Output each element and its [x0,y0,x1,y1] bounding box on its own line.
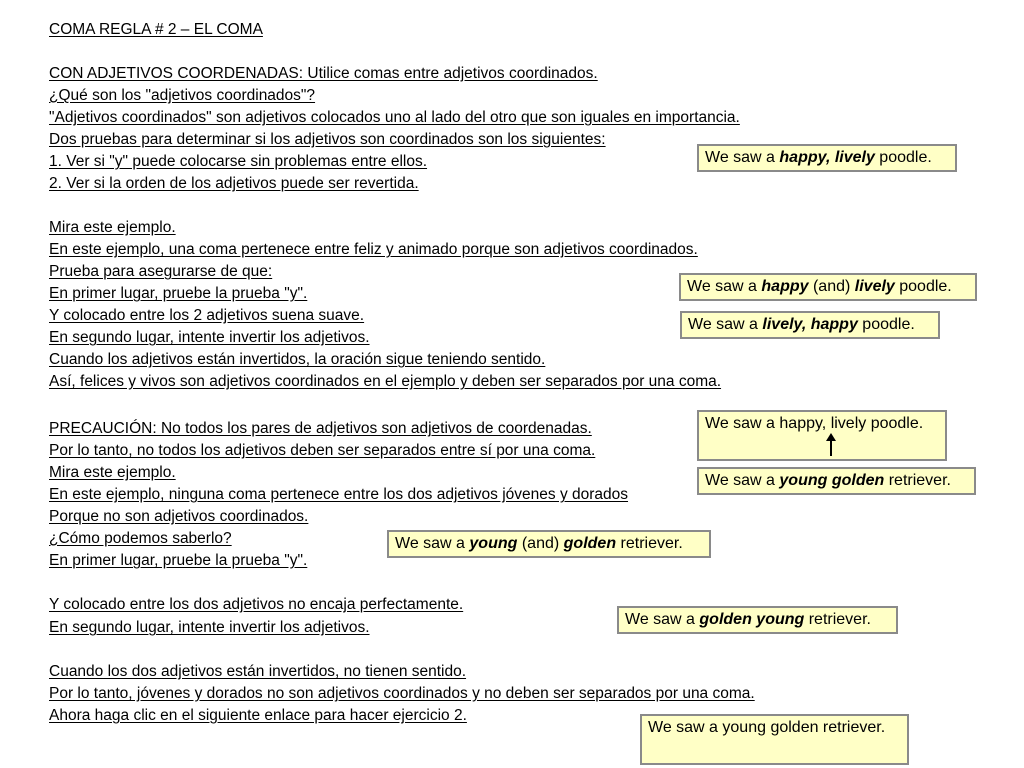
text-line: Dos pruebas para determinar si los adjetivos son coordinados son los siguientes: [49,131,606,148]
text-line: 1. Ver si "y" puede colocarse sin problemas entre ellos. [49,153,428,170]
text-line: En este ejemplo, una coma pertenece entre feliz y animado porque son adjetivos coordinados. [49,241,698,258]
text-line: ¿Qué son los "adjetivos coordinados"? [49,87,316,104]
text-line: Mira este ejemplo. [49,464,176,481]
example-box-golden-young: We saw a golden young retriever. [617,606,898,634]
example-box-young-and-golden: We saw a young (and) golden retriever. [387,530,711,558]
up-arrow-icon [830,440,832,456]
text-line: Cuando los adjetivos están invertidos, la oración sigue teniendo sentido. [49,351,546,368]
text-line: PRECAUCIÓN: No todos los pares de adjetivos son adjetivos de coordenadas. [49,420,592,437]
text-line: Y colocado entre los 2 adjetivos suena suave. [49,307,365,324]
example-box-happy-and-lively: We saw a happy (and) lively poodle. [679,273,977,301]
text-line: "Adjetivos coordinados" son adjetivos colocados uno al lado del otro que son iguales en importancia. [49,109,740,126]
text-line: Y colocado entre los dos adjetivos no encaja perfectamente. [49,596,464,613]
example-box-lively-happy: We saw a lively, happy poodle. [680,311,940,339]
page-title: COMA REGLA # 2 – EL COMA [49,21,263,38]
text-line: En primer lugar, pruebe la prueba "y". [49,552,308,569]
text-line: Porque no son adjetivos coordinados. [49,508,309,525]
text-line: Prueba para asegurarse de que: [49,263,273,280]
text-line: Por lo tanto, no todos los adjetivos deben ser separados entre sí por una coma. [49,442,596,459]
example-box-comma-arrow: We saw a happy, lively poodle. [697,410,947,461]
text-line: En segundo lugar, intente invertir los adjetivos. [49,329,370,346]
example-box-young-golden: We saw a young golden retriever. [697,467,976,495]
text-line: Mira este ejemplo. [49,219,176,236]
text-line: En segundo lugar, intente invertir los adjetivos. [49,619,370,636]
text-line: CON ADJETIVOS COORDENADAS: Utilice comas entre adjetivos coordinados. [49,65,598,82]
example-box-no-comma: We saw a young golden retriever. [640,714,909,765]
text-line: ¿Cómo podemos saberlo? [49,530,232,547]
text-line: Así, felices y vivos son adjetivos coordinados en el ejemplo y deben ser separados por una coma. [49,373,722,390]
text-line: Por lo tanto, jóvenes y dorados no son adjetivos coordinados y no deben ser separados por una coma. [49,685,755,702]
text-line: Cuando los dos adjetivos están invertidos, no tienen sentido. [49,663,467,680]
text-line: 2. Ver si la orden de los adjetivos puede ser revertida. [49,175,419,192]
example-box-happy-lively: We saw a happy, lively poodle. [697,144,957,172]
text-line: En primer lugar, pruebe la prueba "y". [49,285,308,302]
text-line-link-instruction: Ahora haga clic en el siguiente enlace para hacer ejercicio 2. [49,707,467,724]
text-line: En este ejemplo, ninguna coma pertenece entre los dos adjetivos jóvenes y dorados [49,486,629,503]
